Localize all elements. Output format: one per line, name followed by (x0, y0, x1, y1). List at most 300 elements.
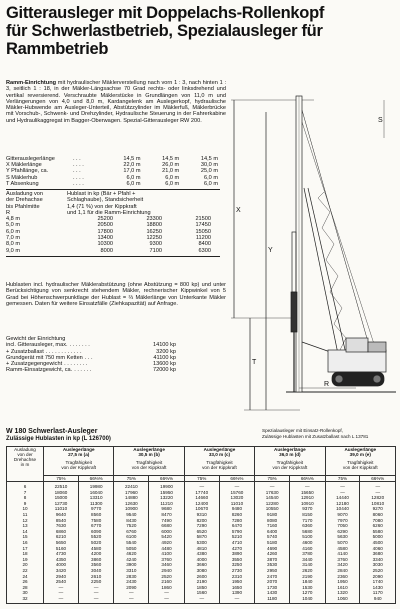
load-cell: 17960 (114, 490, 149, 496)
load-cell: 1040 (290, 596, 325, 604)
table-row (7, 551, 396, 557)
boom-header-line: Tragfähigkeit (65, 460, 92, 465)
divider (6, 256, 220, 257)
load-cell: 12730 (44, 501, 79, 507)
load-cell: 6100 (114, 534, 149, 540)
load-cell: 5540 (114, 540, 149, 546)
load-cell: 2940 (44, 574, 79, 580)
load-cell: 3140 (290, 562, 325, 568)
load-cell: 11210 (149, 501, 184, 507)
load-cell: 1950 (325, 579, 360, 585)
load-cell: 2830 (114, 574, 149, 580)
radius-cell: 7 (7, 490, 44, 496)
weight-value: 14100 kp (152, 342, 176, 349)
boom-length-header (325, 447, 395, 476)
load-header-right-4: und 1,1 für die Ramm-Einrichtung (67, 209, 151, 216)
load-cell: 4580 (78, 546, 113, 552)
boom-header-line: Auslegerlänge (62, 447, 95, 452)
load-header-left-3: bis Pfahlmitte (6, 203, 40, 210)
load-cell: 5020 (78, 540, 113, 546)
dimension-dots: . . . . (72, 162, 84, 169)
percent-header: 66⅔% (360, 476, 396, 482)
load-cell: 3030 (360, 562, 396, 568)
load-cell: 2610 (78, 574, 113, 580)
load-cell: 6680 (149, 523, 184, 529)
load-cell: 10900 (114, 506, 149, 512)
load-cell: 6470 (219, 523, 254, 529)
load-cell: 4380 (184, 551, 219, 557)
load-cell: — (360, 490, 396, 496)
rig-diagram (228, 92, 396, 422)
dimension-dots: . . . (72, 168, 81, 175)
load-cell: 6210 (44, 534, 79, 540)
boom-header-line: Tragfähigkeit (135, 460, 163, 465)
load-cell: 1860 (149, 585, 184, 591)
load-radius: 5,0 m (6, 222, 20, 229)
load-cell: 15000 (44, 495, 79, 501)
load-cell: 4260 (255, 551, 290, 557)
weight-dots: . . . . . . (74, 367, 92, 374)
radius-cell: 18 (7, 551, 44, 557)
dimension-value: 14,5 m (200, 156, 218, 162)
load-cell: 4060 (360, 546, 396, 552)
description-text: mit hydraulischer Mäklerverstellung nach vorn 1 : 3, nach hinten 1 : 3, seitlich 1 : 18, in der Mäkler-Längsachse 70 Grad rechts- oder linksdrehend und vertikal reversierend. Verschraubte Mäklerstücke in Grundlängen von 11,0 m und Verlängerungen von 4,0 und 8,0 m, Kardangelenk am Auslegerkopf, hydraulische Mäkler-Hubwende am Ausleger-Unterteil, Abstützzylinder im Mäklerfuß, Mäklerbrücke mit Vorschub-, Schwenk- und Drehzylinder, Hydraulische Steuerung in der Fahrerkabine und Hydraulikaggregat im Bagger-Oberwagen. Spezial-Gitterausleger RW 200. (6, 80, 226, 124)
load-value: 11200 (195, 235, 211, 242)
title-line-3: Rammbetrieb (6, 40, 109, 58)
load-cell: 11010 (219, 501, 254, 507)
load-cell: 6090 (78, 529, 113, 535)
load-cell: 1740 (360, 579, 396, 585)
weight-label: Ramm-Einsatzgewicht, ca. (6, 367, 73, 374)
load-cell: 13220 (149, 495, 184, 501)
radius-cell: 12 (7, 518, 44, 524)
description-label: Ramm-Einrichtung (6, 80, 57, 86)
load-cell: 2250 (78, 579, 113, 585)
boom-header-line: Auslegerlänge (133, 447, 165, 452)
load-value: 8400 (198, 241, 211, 248)
load-cell: 4620 (114, 551, 149, 557)
dimension-value: 17,0 m (123, 168, 141, 175)
load-cell: 1530 (290, 585, 325, 591)
weight-label: incl. Gitterausleger, max. (6, 342, 68, 349)
load-cell: 5520 (78, 534, 113, 540)
load-cell: 6520 (184, 529, 219, 535)
load-cell: 2470 (255, 574, 290, 580)
weight-dots: . . . . . . . . (64, 361, 88, 368)
load-value: 13400 (97, 235, 113, 242)
col0-l3: Drehachse (13, 457, 37, 462)
load-header-right (67, 191, 214, 216)
load-cell: 3660 (184, 562, 219, 568)
radius-cell: 22 (7, 568, 44, 574)
dimension-dots: . . . (72, 156, 81, 162)
radius-cell: 15 (7, 534, 44, 540)
load-cell: 18060 (44, 490, 79, 496)
weight-dots: . . . (84, 354, 93, 361)
col-ausladung-header (7, 447, 44, 482)
radius-cell: 26 (7, 579, 44, 585)
dimension-label: S Mäklerhub (6, 174, 38, 181)
load-cell: 22410 (114, 482, 149, 490)
load-cell: 4270 (219, 546, 254, 552)
load-cell: 13020 (219, 495, 254, 501)
radius-cell: 19 (7, 557, 44, 563)
col0-l4: in m (20, 462, 30, 467)
load-cell: 3080 (184, 568, 219, 574)
load-cell: — (114, 596, 149, 604)
weights-block (6, 336, 176, 374)
boom-header-line: von der Kippkraft (202, 465, 237, 470)
weight-value: 13600 kp (152, 361, 176, 368)
load-cell: — (44, 585, 79, 591)
load-cell: 2090 (114, 585, 149, 591)
load-cell: — (325, 490, 360, 496)
weight-value: 3200 kp (156, 348, 176, 355)
load-cell: 8060 (360, 512, 396, 518)
load-cell: 22510 (44, 482, 79, 490)
load-cell: — (360, 482, 396, 490)
load-cell: 2520 (149, 574, 184, 580)
load-cell: — (219, 482, 254, 490)
load-cell: 3530 (255, 562, 290, 568)
load-cell: 6000 (149, 529, 184, 535)
radius-cell: 11 (7, 512, 44, 518)
load-cell: — (44, 596, 79, 604)
boom-header-line: Tragfähigkeit (276, 460, 304, 465)
load-cell: 3900 (114, 562, 149, 568)
dimension-value: 25,0 m (200, 168, 218, 175)
load-cell: 5070 (325, 540, 360, 546)
boom-length-header (114, 447, 184, 476)
radius-cell: 20 (7, 562, 44, 568)
hublast-table (6, 446, 396, 604)
load-cell: 16040 (78, 490, 113, 496)
load-cell: 9480 (219, 506, 254, 512)
load-value: 15050 (195, 228, 211, 235)
load-cell: 2840 (325, 568, 360, 574)
load-cell: 9070 (325, 512, 360, 518)
load-cell: — (290, 482, 325, 490)
spezialausleger-note-1: Spezialausleger mit Einsatz-Rollenkopf, (262, 428, 343, 433)
dimension-value: 26,0 m (162, 162, 180, 169)
load-cell: 6860 (44, 529, 79, 535)
load-cell: 11300 (78, 501, 113, 507)
load-value: 12250 (146, 235, 162, 242)
load-cell: 8470 (149, 512, 184, 518)
load-cell: 2430 (114, 579, 149, 585)
load-cell: 7290 (184, 523, 219, 529)
load-header-right-2: Schlaghaube), Standsicherheit (67, 197, 144, 204)
load-cell: 6770 (78, 523, 113, 529)
load-cell: 7170 (290, 518, 325, 524)
boom-header-line: Tragfähigkeit (206, 460, 233, 465)
weight-value: 41100 kp (153, 354, 176, 361)
load-cell: — (255, 482, 290, 490)
radius-cell: 16 (7, 540, 44, 546)
load-cell: — (78, 585, 113, 591)
boom-header-line: 33,0 m (c) (208, 452, 231, 457)
load-cell: 19980 (78, 482, 113, 490)
radius-cell: 8 (7, 495, 44, 501)
load-cell: 2160 (149, 579, 184, 585)
radius-cell: 6 (7, 482, 44, 490)
load-cell: 1840 (290, 579, 325, 585)
load-cell: 10550 (255, 506, 290, 512)
load-cell: 1180 (255, 596, 290, 604)
radius-cell: 28 (7, 585, 44, 591)
table-row (7, 579, 396, 585)
dimension-label: Gitterauslegerlänge (6, 156, 55, 162)
boom-header-line: 39,0 m (e) (349, 452, 371, 457)
load-cell: 9310 (184, 512, 219, 518)
load-cell: 4580 (325, 546, 360, 552)
load-cell: 1170 (360, 590, 396, 596)
dimension-label: Y Pfahllänge, ca. (6, 168, 49, 175)
load-radius: 7,0 m (6, 235, 20, 242)
table-row (7, 596, 396, 604)
boom-length-header (44, 447, 114, 476)
boom-header-line: von der Kippkraft (131, 465, 167, 470)
load-cell: 12820 (360, 495, 396, 501)
load-cell: 8150 (290, 512, 325, 518)
load-cell: 5630 (325, 534, 360, 540)
w180-heading-1: W 180 Schwerlast-Ausleger (6, 428, 98, 435)
load-radius: 8,0 m (6, 241, 20, 248)
weight-row (6, 367, 176, 373)
title-line-2: für Schwerlastbetrieb, Spezialausleger für (6, 22, 323, 40)
load-cell: 3460 (149, 562, 184, 568)
load-cell: 4000 (44, 562, 79, 568)
load-cell: 7520 (114, 523, 149, 529)
load-cell: 14540 (255, 495, 290, 501)
load-cell: 3250 (219, 562, 254, 568)
load-value: 17800 (97, 228, 113, 235)
percent-header: 75% (325, 476, 360, 482)
load-cell: 5790 (219, 529, 254, 535)
load-cell: 10440 (325, 506, 360, 512)
load-cell: 1850 (184, 585, 219, 591)
dimension-value: 6,0 m (204, 180, 218, 187)
load-cell: 4350 (44, 557, 79, 563)
radius-cell: 17 (7, 546, 44, 552)
load-header-left-4: R (6, 209, 11, 216)
load-cell: 7580 (78, 518, 113, 524)
percent-header: 66⅔% (219, 476, 254, 482)
weight-dots: . . . . . . . (69, 342, 90, 349)
load-cell: 4730 (44, 551, 79, 557)
load-cell: — (149, 590, 184, 596)
dimension-label: T Absenkung (6, 180, 39, 187)
load-cell: 3680 (360, 551, 396, 557)
load-cell: 1560 (184, 590, 219, 596)
load-cell: 2190 (290, 574, 325, 580)
load-value: 8000 (100, 247, 113, 254)
load-value: 6300 (198, 247, 211, 254)
load-cell: 8540 (44, 518, 79, 524)
w180-heading-2: Zulässige Hublasten in kp (L 126700) (6, 436, 111, 442)
dimension-value: 6,0 m (165, 180, 180, 187)
load-cell: 4140 (325, 551, 360, 557)
load-cell: 2540 (44, 579, 79, 585)
load-cell: 5050 (114, 546, 149, 552)
load-cell: 10910 (290, 501, 325, 507)
load-header-right-1: Hublast in kp (Bär + Pfahl + (67, 191, 136, 197)
load-cell: 4690 (255, 546, 290, 552)
load-cell: 6290 (325, 529, 360, 535)
load-cell: 6760 (114, 529, 149, 535)
label-y: Y (268, 247, 273, 254)
load-cell: 3420 (325, 562, 360, 568)
percent-header: 66⅔% (149, 476, 184, 482)
weight-value: 72000 kp (152, 367, 176, 374)
load-value: 10300 (97, 241, 113, 248)
load-cell: 2360 (325, 574, 360, 580)
dimension-value: 21,0 m (162, 168, 180, 175)
load-cell: 6400 (255, 529, 290, 535)
load-cell: 3040 (78, 568, 113, 574)
load-cell: 12910 (290, 495, 325, 501)
spezialausleger-note-2: Zulässige Hublasten mit Zusatzballast nach L 13781 (262, 433, 369, 439)
dimension-value: 22,0 m (123, 162, 141, 169)
load-cell: 3550 (219, 557, 254, 563)
weight-label: + Zusatzballast (6, 348, 44, 355)
load-cell: 1060 (325, 596, 360, 604)
weights-heading: Gewicht der Einrichtung (6, 336, 66, 342)
spezialausleger-note (262, 428, 398, 439)
load-cell: 5300 (184, 540, 219, 546)
load-cell: 9640 (44, 512, 79, 518)
load-value: 20500 (97, 222, 113, 229)
load-cell: 4920 (149, 540, 184, 546)
load-cell: 5740 (255, 534, 290, 540)
load-cell: 2310 (219, 574, 254, 580)
load-cell: 7970 (325, 518, 360, 524)
load-cell: 5000 (360, 534, 396, 540)
load-cell: 1650 (219, 585, 254, 591)
load-cell: 2600 (184, 574, 219, 580)
radius-cell: 13 (7, 523, 44, 529)
load-cell: — (219, 596, 254, 604)
load-cell: 4500 (360, 540, 396, 546)
load-cell: 1430 (255, 590, 290, 596)
load-cell: 3440 (290, 557, 325, 563)
dimension-row (6, 181, 220, 187)
load-cell: 7280 (219, 518, 254, 524)
dimension-value: 6,0 m (165, 174, 180, 181)
load-cell: 11010 (44, 506, 79, 512)
radius-cell: 9 (7, 501, 44, 507)
load-cell: 2940 (149, 568, 184, 574)
load-radius: 9,0 m (6, 247, 20, 254)
load-cell: — (184, 482, 219, 490)
document-title (6, 4, 396, 58)
dimension-value: 6,0 m (204, 174, 218, 181)
load-cell: 8200 (184, 518, 219, 524)
boom-header-line: Auslegerlänge (344, 447, 377, 452)
load-cell: 3890 (219, 551, 254, 557)
dimensions-table (6, 156, 220, 190)
load-cell: 9540 (114, 512, 149, 518)
radius-cell: 10 (7, 506, 44, 512)
load-table (6, 191, 220, 257)
boom-header-line: 30,5 m (b) (138, 452, 160, 457)
load-cell: 4240 (114, 557, 149, 563)
col0-l1: Ausladung (14, 447, 36, 452)
load-cell: 1950 (219, 579, 254, 585)
load-cell: 7080 (360, 518, 396, 524)
load-cell: 2090 (360, 574, 396, 580)
load-header-left-1: Ausladung von (6, 191, 44, 197)
title-line-1: Gitterausleger mit Doppelachs-Rollenkopf (6, 4, 325, 22)
load-cell: 2950 (255, 568, 290, 574)
load-cell: 2620 (290, 568, 325, 574)
divider (6, 189, 220, 190)
load-cell: 9180 (255, 512, 290, 518)
load-cell: — (114, 590, 149, 596)
load-cell: 12400 (184, 501, 219, 507)
load-value: 17450 (195, 222, 211, 229)
load-cell: 6260 (360, 523, 396, 529)
load-cell: 2730 (219, 568, 254, 574)
load-cell: 9770 (78, 506, 113, 512)
col0-l2: von der (17, 452, 33, 457)
load-cell: 8080 (255, 518, 290, 524)
load-cell: 5100 (290, 534, 325, 540)
load-cell: 7050 (325, 523, 360, 529)
load-cell: 14880 (114, 495, 149, 501)
dimension-label: X Mäklerlänge (6, 162, 42, 169)
boom-header-line: Auslegerlänge (274, 447, 306, 452)
load-cell: 3760 (149, 557, 184, 563)
percent-header: 75% (44, 476, 79, 482)
load-header-left-2: der Drehachse (6, 197, 43, 204)
table-row (7, 482, 396, 490)
weight-label: + Zusatzgegengewicht (6, 361, 63, 368)
load-cell: 8260 (219, 512, 254, 518)
load-cell: 1320 (325, 590, 360, 596)
load-cell: 12630 (114, 501, 149, 507)
load-cell: 15650 (290, 490, 325, 496)
load-header-left (6, 191, 67, 216)
load-header-right-3: 1,4 (71 %) von der Kippkraft (67, 203, 137, 210)
load-cell: 2190 (184, 579, 219, 585)
load-cell: 3310 (114, 568, 149, 574)
load-cell: 5870 (184, 534, 219, 540)
boom-header-line: 36,0 m (d) (279, 452, 301, 457)
dimension-dots: . . . . (72, 180, 84, 187)
load-cell: 3560 (78, 562, 113, 568)
percent-header: 75% (184, 476, 219, 482)
load-cell: 10810 (360, 501, 396, 507)
load-cell: 1270 (290, 590, 325, 596)
load-value: 18800 (146, 222, 162, 229)
load-radius: 6,0 m (6, 228, 20, 235)
load-cell: 2070 (255, 579, 290, 585)
load-cell: 8430 (114, 518, 149, 524)
dimension-value: 14,5 m (162, 156, 180, 162)
weight-dots: . . . . . . . . . . . . (45, 348, 82, 355)
load-cell: 4160 (290, 546, 325, 552)
boom-length-header (184, 447, 254, 476)
load-cell: 13310 (78, 495, 113, 501)
load-cell: 4710 (219, 540, 254, 546)
label-r: R (324, 381, 330, 388)
load-cell: 3340 (360, 557, 396, 563)
boom-header-line: Auslegerlänge (203, 447, 236, 452)
load-cell: 4810 (184, 546, 219, 552)
load-cell: 5580 (360, 529, 396, 535)
load-cell: 10670 (184, 506, 219, 512)
